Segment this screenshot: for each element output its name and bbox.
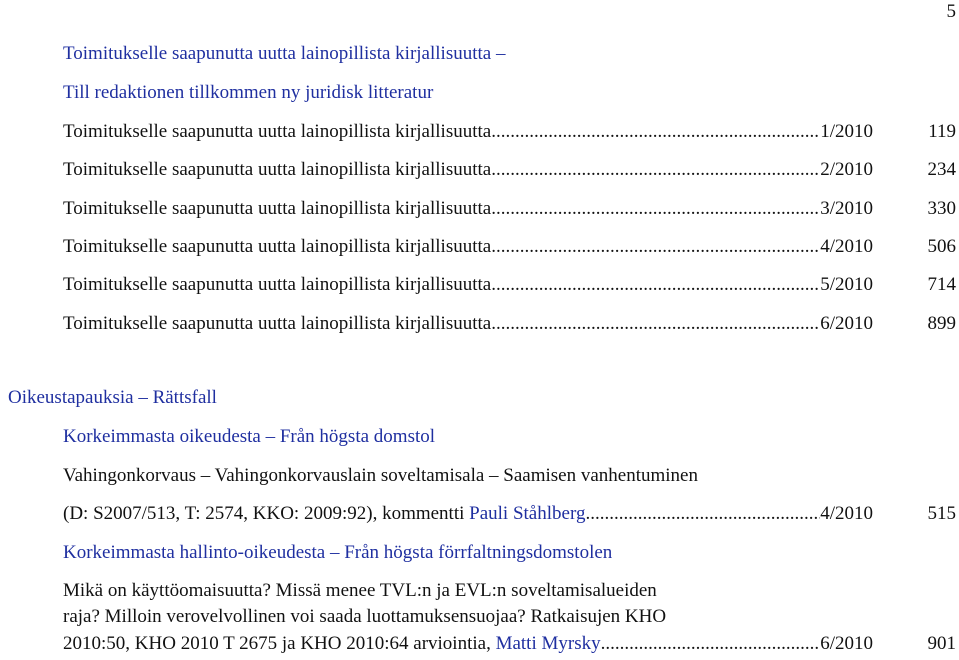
toc-row (63, 197, 873, 221)
toc-issue: 3/2010 (820, 198, 873, 219)
case-entry (63, 632, 873, 656)
toc-page: 234 (927, 159, 956, 180)
toc-row (63, 273, 873, 297)
toc-page: 330 (927, 198, 956, 219)
toc-row (63, 158, 873, 182)
toc-page: 506 (927, 236, 956, 257)
case-reference: 2010:50, KHO 2010 T 2675 ja KHO 2010:64 arviointia, (63, 633, 496, 654)
toc-title: Toimitukselle saapunutta uutta lainopillista kirjallisuutta (63, 236, 492, 257)
case-issue: 6/2010 (820, 633, 873, 654)
toc-title: Toimitukselle saapunutta uutta lainopillista kirjallisuutta (63, 198, 492, 219)
subsection-title-supreme-court: Korkeimmasta oikeudesta – Från högsta domstol (63, 426, 436, 447)
case-title-line: Mikä on käyttöomaisuutta? Missä menee TVL:n ja EVL:n soveltamisalueiden (63, 580, 657, 601)
page-number: 5 (946, 1, 956, 22)
case-entry (63, 502, 873, 526)
toc-issue: 4/2010 (820, 236, 873, 257)
toc-row (63, 235, 873, 259)
toc-issue: 5/2010 (820, 274, 873, 295)
case-page: 901 (927, 633, 956, 654)
subsection-title-admin-court: Korkeimmasta hallinto-oikeudesta – Från högsta förrfaltningsdomstolen (63, 542, 613, 563)
case-title-line: raja? Milloin verovelvollinen voi saada luottamuksensuojaa? Ratkaisujen KHO (63, 606, 667, 627)
section-title: Oikeustapauksia – Rättsfall (8, 387, 217, 408)
case-reference: (D: S2007/513, T: 2574, KKO: 2009:92), kommentti (63, 503, 470, 524)
toc-page: 119 (928, 121, 956, 142)
toc-title: Toimitukselle saapunutta uutta lainopillista kirjallisuutta (63, 159, 492, 180)
toc-row (63, 120, 873, 144)
case-title: Vahingonkorvaus – Vahingonkorvauslain soveltamisala – Saamisen vanhentuminen (63, 465, 698, 486)
heading-swedish: Till redaktionen tillkommen ny juridisk litteratur (63, 82, 434, 103)
case-issue: 4/2010 (820, 503, 873, 524)
toc-title: Toimitukselle saapunutta uutta lainopillista kirjallisuutta (63, 121, 492, 142)
toc-page: 714 (927, 274, 956, 295)
toc-title: Toimitukselle saapunutta uutta lainopillista kirjallisuutta (63, 313, 492, 334)
toc-issue: 6/2010 (820, 313, 873, 334)
toc-issue: 1/2010 (820, 121, 873, 142)
toc-issue: 2/2010 (820, 159, 873, 180)
toc-page: 899 (927, 313, 956, 334)
author-name: Matti Myrsky (495, 633, 601, 654)
author-name: Pauli Ståhlberg (469, 503, 586, 524)
case-page: 515 (927, 503, 956, 524)
toc-title: Toimitukselle saapunutta uutta lainopillista kirjallisuutta (63, 274, 492, 295)
toc-row (63, 312, 873, 336)
heading-finnish: Toimitukselle saapunutta uutta lainopillista kirjallisuutta – (63, 43, 506, 64)
